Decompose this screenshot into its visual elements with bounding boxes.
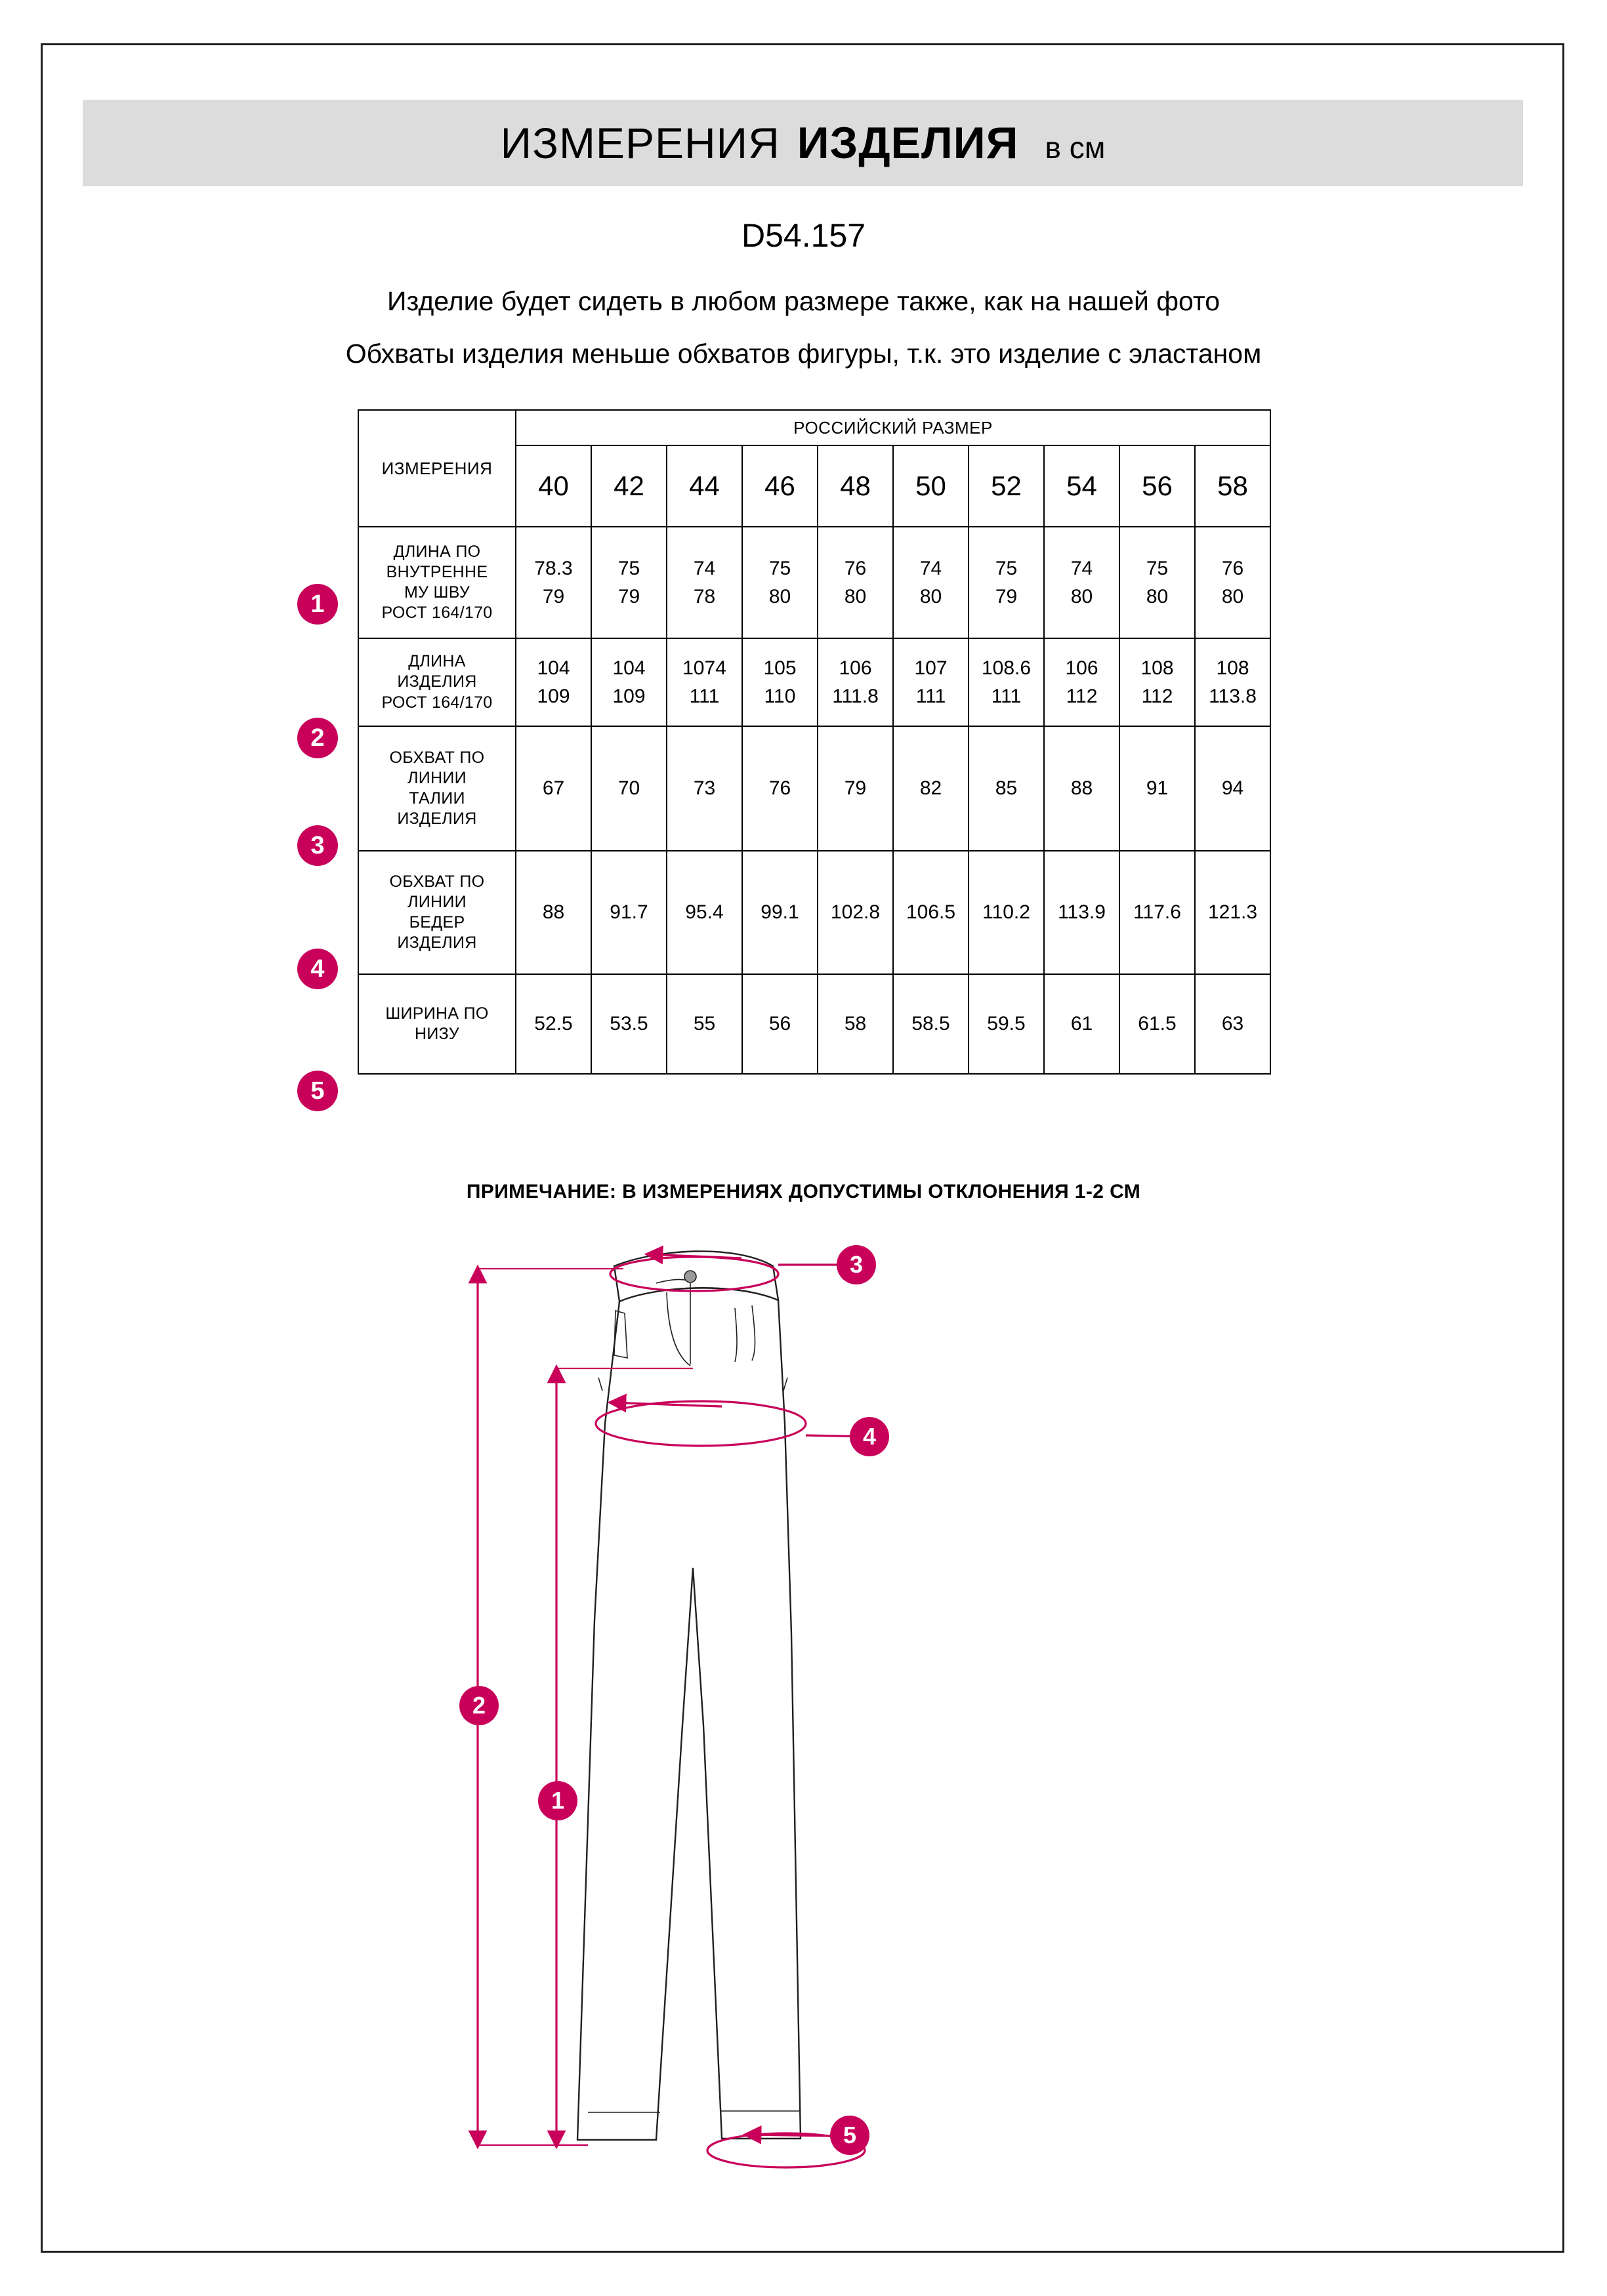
button-icon: [684, 1271, 696, 1282]
cell-r4-44: 95.4: [667, 851, 742, 974]
figure-badge-2: 2: [459, 1686, 499, 1725]
row-label-line: ВНУТРЕННЕ: [386, 562, 488, 581]
cell-r3-50: 82: [893, 726, 969, 851]
cell-value-bottom: 80: [768, 586, 791, 607]
cell-r4-52: 110.2: [969, 851, 1044, 974]
cell-r2-42: [591, 638, 667, 726]
cell-r1-48: [818, 527, 893, 638]
size-header-58: 58: [1195, 445, 1270, 527]
row-bullet-3: 3: [297, 825, 338, 866]
cell-r2-58: [1195, 638, 1270, 726]
row-label-line: РОСТ 164/170: [381, 604, 493, 623]
cell-r5-48: 58: [818, 974, 893, 1074]
hem-measure-arrow: [747, 2135, 832, 2136]
cell-value-bottom: 112: [1066, 686, 1098, 707]
cell-value-bottom: 113.8: [1209, 686, 1257, 707]
cell-r5-50: 58.5: [893, 974, 969, 1074]
cell-r1-52: [969, 527, 1044, 638]
trousers-sketch: [459, 1227, 1181, 2198]
header-title-units: в см: [1045, 131, 1106, 165]
cell-r1-50: [893, 527, 969, 638]
cell-r3-42: 70: [591, 726, 667, 851]
row-label-line: ДЛИНА ПО: [393, 542, 481, 561]
cell-value-bottom: 110: [764, 686, 796, 707]
cell-value-top: 1074: [682, 657, 726, 679]
cell-r3-46: 76: [742, 726, 818, 851]
cell-value-top: 104: [537, 657, 570, 679]
row-bullet-2: 2: [297, 718, 338, 758]
cell-r3-44: 73: [667, 726, 742, 851]
cell-r2-54: [1044, 638, 1119, 726]
cell-value-top: 75: [617, 557, 640, 579]
cell-r4-40: 88: [516, 851, 591, 974]
cell-r4-42: 91.7: [591, 851, 667, 974]
cell-r1-42: [591, 527, 667, 638]
cell-value-bottom: 111: [915, 686, 946, 707]
cell-value-top: 76: [844, 557, 867, 579]
cell-value-bottom: 111: [689, 686, 720, 707]
row-label-line: ОБХВАТ ПО: [389, 872, 485, 891]
size-header-54: 54: [1044, 445, 1119, 527]
table-row: [358, 638, 1270, 726]
cell-r5-40: 52.5: [516, 974, 591, 1074]
row-label-line: ТАЛИИ: [409, 789, 465, 808]
table-header-group-row: [358, 410, 1270, 445]
row-label-line: РОСТ 164/170: [381, 693, 493, 712]
technical-drawing: [459, 1227, 1181, 2198]
cell-value-bottom: 112: [1141, 686, 1173, 707]
cell-r1-46: [742, 527, 818, 638]
cell-value-top: 108: [1140, 657, 1174, 679]
cell-r2-52: [969, 638, 1044, 726]
size-table-wrapper: [358, 409, 1271, 1075]
cell-r2-48: [818, 638, 893, 726]
row-label-product-length: [358, 638, 516, 726]
size-header-48: 48: [818, 445, 893, 527]
cell-r1-44: [667, 527, 742, 638]
header-measurements-label: ИЗМЕРЕНИЯ: [381, 458, 493, 478]
cell-r3-58: 94: [1195, 726, 1270, 851]
cell-r2-50: [893, 638, 969, 726]
row-label-line: ИЗДЕЛИЯ: [397, 672, 477, 691]
row-label-line: ИЗДЕЛИЯ: [397, 810, 477, 829]
row-label-line: ОБХВАТ ПО: [389, 748, 485, 767]
size-header-42: 42: [591, 445, 667, 527]
size-header-50: 50: [893, 445, 969, 527]
cell-r5-44: 55: [667, 974, 742, 1074]
cell-value-top: 108: [1216, 657, 1249, 679]
figure-badge-5: 5: [830, 2116, 869, 2155]
row-label-line: ЛИНИИ: [407, 892, 467, 911]
row-label-line: ЛИНИИ: [407, 768, 467, 787]
cell-r5-54: 61: [1044, 974, 1119, 1074]
size-header-52: 52: [969, 445, 1044, 527]
cell-value-bottom: 78: [693, 586, 716, 607]
cell-value-bottom: 79: [995, 586, 1018, 607]
trousers-outline: [577, 1251, 801, 2140]
cell-value-top: 74: [919, 557, 942, 579]
size-header-46: 46: [742, 445, 818, 527]
size-header-44: 44: [667, 445, 742, 527]
cell-r5-52: 59.5: [969, 974, 1044, 1074]
row-bullet-4: 4: [297, 949, 338, 989]
subtitle-fit: Изделие будет сидеть в любом размере также, как на нашей фото: [387, 286, 1220, 316]
cell-value-bottom: 80: [844, 586, 867, 607]
cell-r2-46: [742, 638, 818, 726]
header-russian-size: РОССИЙСКИЙ РАЗМЕР: [516, 410, 1270, 445]
header-title-part2: ИЗДЕЛИЯ: [797, 118, 1019, 168]
cell-r4-46: 99.1: [742, 851, 818, 974]
cell-value-top: 108.6: [981, 657, 1032, 679]
cell-value-top: 106: [1065, 657, 1098, 679]
cell-r5-56: 61.5: [1119, 974, 1195, 1074]
size-table: [358, 409, 1271, 1075]
row-label-inseam-length: [358, 527, 516, 638]
row-bullet-5: 5: [297, 1071, 338, 1111]
cell-r4-50: 106.5: [893, 851, 969, 974]
cell-value-top: 107: [914, 657, 948, 679]
size-header-56: 56: [1119, 445, 1195, 527]
cell-value-top: 74: [1070, 557, 1093, 579]
table-row: [358, 527, 1270, 638]
figure-badge-3: 3: [837, 1245, 876, 1284]
cell-value-bottom: 80: [919, 586, 942, 607]
row-label-line: ШИРИНА ПО: [385, 1004, 489, 1023]
cell-r3-56: 91: [1119, 726, 1195, 851]
cell-r2-44: [667, 638, 742, 726]
cell-r4-58: 121.3: [1195, 851, 1270, 974]
cell-value-bottom: 80: [1070, 586, 1093, 607]
cell-r1-58: [1195, 527, 1270, 638]
cell-r5-58: 63: [1195, 974, 1270, 1074]
header-banner: [83, 100, 1523, 186]
row-label-hip-girth: [358, 851, 516, 974]
table-row: [358, 726, 1270, 851]
table-row: [358, 851, 1270, 974]
cell-value-top: 76: [1221, 557, 1244, 579]
cell-r1-40: [516, 527, 591, 638]
cell-r1-54: [1044, 527, 1119, 638]
table-row: [358, 974, 1270, 1074]
cell-value-top: 74: [693, 557, 716, 579]
cell-value-bottom: 111: [991, 686, 1022, 707]
cell-value-top: 75: [995, 557, 1018, 579]
cell-r3-54: 88: [1044, 726, 1119, 851]
cell-r4-56: 117.6: [1119, 851, 1195, 974]
product-code: D54.157: [741, 217, 866, 254]
cell-value-top: 105: [763, 657, 797, 679]
row-label-line: НИЗУ: [415, 1025, 459, 1043]
cell-r3-48: 79: [818, 726, 893, 851]
cell-value-bottom: 111.8: [832, 686, 879, 707]
row-bullet-1: 1: [297, 584, 338, 625]
cell-value-top: 75: [768, 557, 791, 579]
cell-r3-52: 85: [969, 726, 1044, 851]
cell-value-bottom: 109: [612, 686, 646, 707]
cell-r1-56: [1119, 527, 1195, 638]
header-measurements-cell: [358, 410, 516, 527]
row-label-line: БЕДЕР: [409, 913, 465, 932]
cell-value-bottom: 109: [537, 686, 570, 707]
cell-value-bottom: 80: [1146, 586, 1169, 607]
row-label-line: ИЗДЕЛИЯ: [397, 933, 477, 953]
cell-r4-54: 113.9: [1044, 851, 1119, 974]
cell-r5-42: 53.5: [591, 974, 667, 1074]
cell-value-top: 75: [1146, 557, 1169, 579]
subtitle-elastane: Обхваты изделия меньше обхватов фигуры, т.к. это изделие с эластаном: [345, 338, 1262, 369]
cell-value-top: 104: [612, 657, 646, 679]
figure-badge-1: 1: [538, 1781, 577, 1820]
cell-r4-48: 102.8: [818, 851, 893, 974]
row-label-waist-girth: [358, 726, 516, 851]
cell-r2-56: [1119, 638, 1195, 726]
cell-r3-40: 67: [516, 726, 591, 851]
cell-value-top: 78.3: [534, 557, 573, 579]
figure-badge-4: 4: [850, 1417, 889, 1456]
cell-value-bottom: 79: [542, 586, 565, 607]
row-label-hem-width: [358, 974, 516, 1074]
cell-r5-46: 56: [742, 974, 818, 1074]
cell-r2-40: [516, 638, 591, 726]
row-label-line: ДЛИНА: [408, 652, 466, 671]
note-deviation: ПРИМЕЧАНИЕ: В ИЗМЕРЕНИЯХ ДОПУСТИМЫ ОТКЛОНЕНИЯ 1-2 СМ: [466, 1181, 1141, 1202]
row-label-line: МУ ШВУ: [404, 583, 470, 602]
cell-value-top: 106: [839, 657, 872, 679]
size-header-40: 40: [516, 445, 591, 527]
cell-value-bottom: 80: [1221, 586, 1244, 607]
header-title-part1: ИЗМЕРЕНИЯ: [500, 119, 780, 167]
cell-value-bottom: 79: [617, 586, 640, 607]
